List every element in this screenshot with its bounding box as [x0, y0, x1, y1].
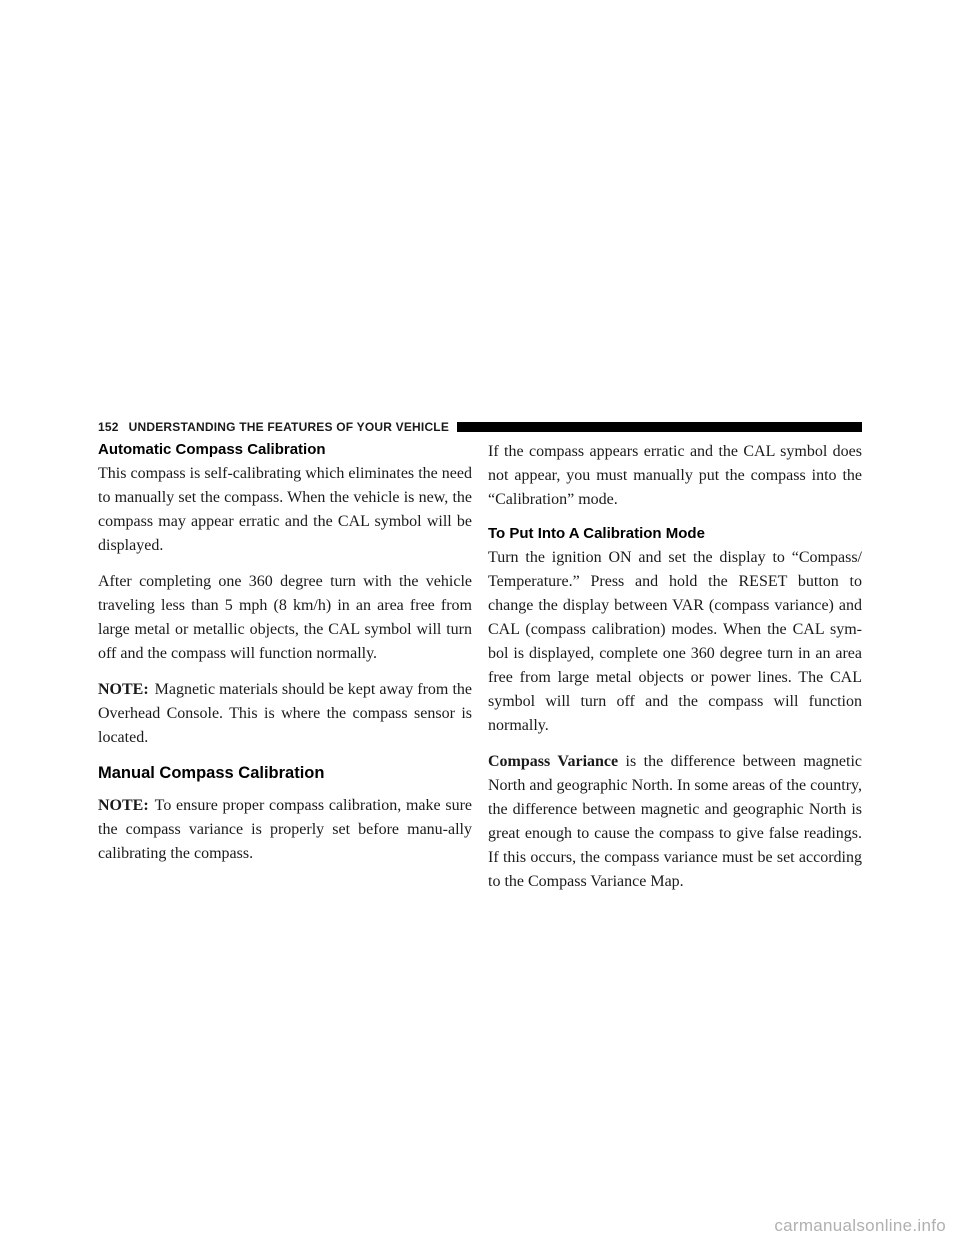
automatic-calibration-paragraph-1: This compass is self-calibrating which eliminates the need to manually set the compass. When the vehicle is new, the compass may appear erratic and the CAL symbol will be displayed.	[98, 465, 472, 554]
site-watermark: carmanualsonline.info	[774, 1216, 946, 1235]
compass-variance-text: is the difference between magnetic North and geographic North. In some areas of the country, the difference between magnetic and geographic North is great enough to cause the compass to give false readings. If this occurs, the compass variance must be set according to the Compass Variance Map.	[488, 753, 862, 890]
note-text: Magnetic materials should be kept away from the Overhead Console. This is where the compass sensor is located.	[98, 681, 472, 746]
header-rule	[457, 422, 862, 432]
note-label: NOTE:	[98, 681, 149, 698]
compass-variance-term: Compass Variance	[488, 753, 619, 770]
note-label: NOTE:	[98, 797, 149, 814]
note-text: To ensure proper compass calibration, make sure the compass variance is properly set before manu-ally calibrating the compass.	[98, 797, 472, 862]
note-magnetic-materials	[98, 678, 472, 750]
automatic-calibration-paragraph-2: After completing one 360 degree turn with the vehicle traveling less than 5 mph (8 km/h) in an area free from large metal or metallic objects, the CAL symbol will turn off and the compass will function normally.	[98, 573, 472, 662]
page-number: 152	[98, 420, 119, 434]
manual-mode-paragraph: If the compass appears erratic and the CAL symbol does not appear, you must manually put the compass into the “Calibration” mode.	[488, 443, 862, 508]
right-column	[488, 440, 862, 906]
running-title: UNDERSTANDING THE FEATURES OF YOUR VEHICLE	[128, 420, 450, 434]
calibration-mode-paragraph: Turn the ignition ON and set the display to “Compass/ Temperature.” Press and hold the RESET button to change the display between VAR (compass variance) and CAL (compass calibration) modes. When the CAL sym-bol is displayed, complete one 360 degree turn in an area free from large metal objects or power lines. The CAL symbol will turn off and the compass will function normally.	[488, 549, 862, 734]
automatic-calibration-heading: Automatic Compass Calibration	[98, 441, 326, 458]
note-variance	[98, 794, 472, 866]
calibration-mode-heading: To Put Into A Calibration Mode	[488, 525, 705, 542]
compass-variance-paragraph	[488, 750, 862, 894]
manual-calibration-heading: Manual Compass Calibration	[98, 764, 325, 782]
left-column	[98, 440, 472, 878]
page-header	[98, 418, 862, 436]
